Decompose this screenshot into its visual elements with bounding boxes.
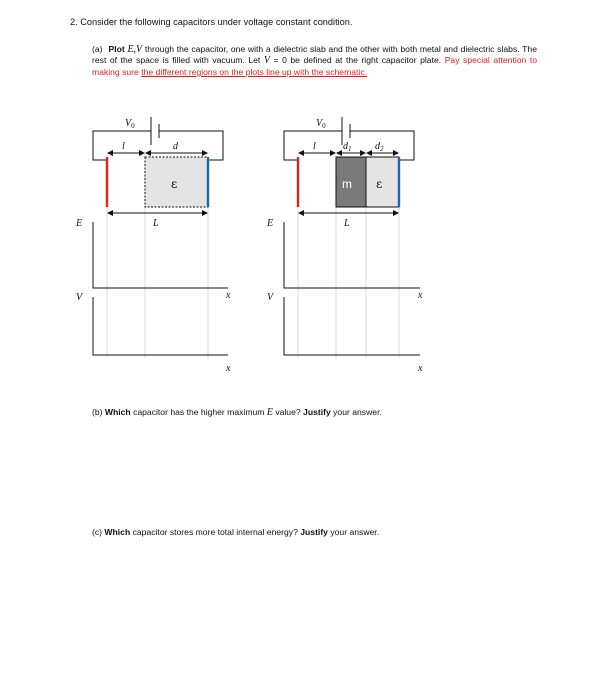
left-dielectric-symbol: ε	[171, 177, 178, 191]
left-v0-label: $V_0$	[125, 118, 135, 130]
right-e-x-label: x	[418, 290, 423, 301]
part-b-bold1: Which	[104, 407, 131, 417]
right-v-axis-label: V	[267, 292, 274, 303]
part-a-vars: E,V	[127, 44, 143, 55]
part-c-bold1: Which	[104, 527, 131, 537]
right-e-axes	[284, 222, 420, 288]
left-v-x-label: x	[226, 363, 231, 374]
left-e-axis-label: E	[76, 218, 83, 229]
part-b-label: (b)	[92, 407, 103, 417]
right-metal-symbol: m	[342, 177, 352, 191]
part-a-red-text: Pay special attention to making sure	[92, 55, 538, 77]
right-e-axis-label: E	[267, 218, 274, 229]
right-v0-label: $V_0$	[316, 118, 326, 130]
right-dielectric-symbol: ε	[376, 177, 383, 191]
right-d2-label: $d_2$	[375, 141, 384, 153]
part-a-red-underlined: the different regions on the plots line up with the schematic.	[141, 66, 368, 77]
part-b-text3: your answer.	[330, 407, 382, 417]
left-slab-label: d	[173, 141, 178, 152]
right-capacitor	[266, 117, 423, 374]
part-a-label: (a)	[92, 44, 103, 54]
question-title: 2. Consider the following capacitors under voltage constant condition.	[70, 17, 353, 27]
part-c-text	[92, 527, 379, 537]
part-b-text2: value?	[272, 407, 304, 417]
right-v-x-label: x	[418, 363, 423, 374]
right-length-label: L	[344, 218, 350, 229]
right-dielectric-slab	[366, 157, 399, 207]
left-v-axis-label: V	[76, 292, 83, 303]
part-a-text2: = 0 be defined at the right capacitor plate.	[269, 55, 445, 66]
part-a-text1: through the capacitor, one with a dielectric slab and the other with both metal and dielectric slabs. The rest of the space is filled with vacuum. Let	[92, 44, 537, 66]
part-c-text1: capacitor stores more total internal energy?	[130, 527, 301, 537]
right-gap-label: l	[313, 141, 316, 152]
part-b-text	[92, 407, 382, 418]
part-a-bold-lead: Plot	[108, 44, 125, 54]
left-length-label: L	[153, 218, 159, 229]
part-c-label: (c)	[92, 527, 103, 537]
part-b-bold2: Justify	[303, 407, 331, 417]
left-gap-label: l	[122, 141, 125, 152]
right-v-axes	[284, 297, 420, 355]
left-wire-right	[159, 131, 223, 160]
part-b-var: E	[266, 407, 273, 418]
left-e-x-label: x	[226, 290, 231, 301]
right-d1-label: $d_1$	[343, 141, 352, 153]
part-a-v-var: V	[263, 55, 270, 67]
left-capacitor	[75, 117, 231, 374]
part-b-text1: capacitor has the higher maximum	[130, 407, 267, 417]
part-c-bold2: Justify	[300, 527, 328, 537]
part-c-text2: your answer.	[327, 527, 380, 537]
